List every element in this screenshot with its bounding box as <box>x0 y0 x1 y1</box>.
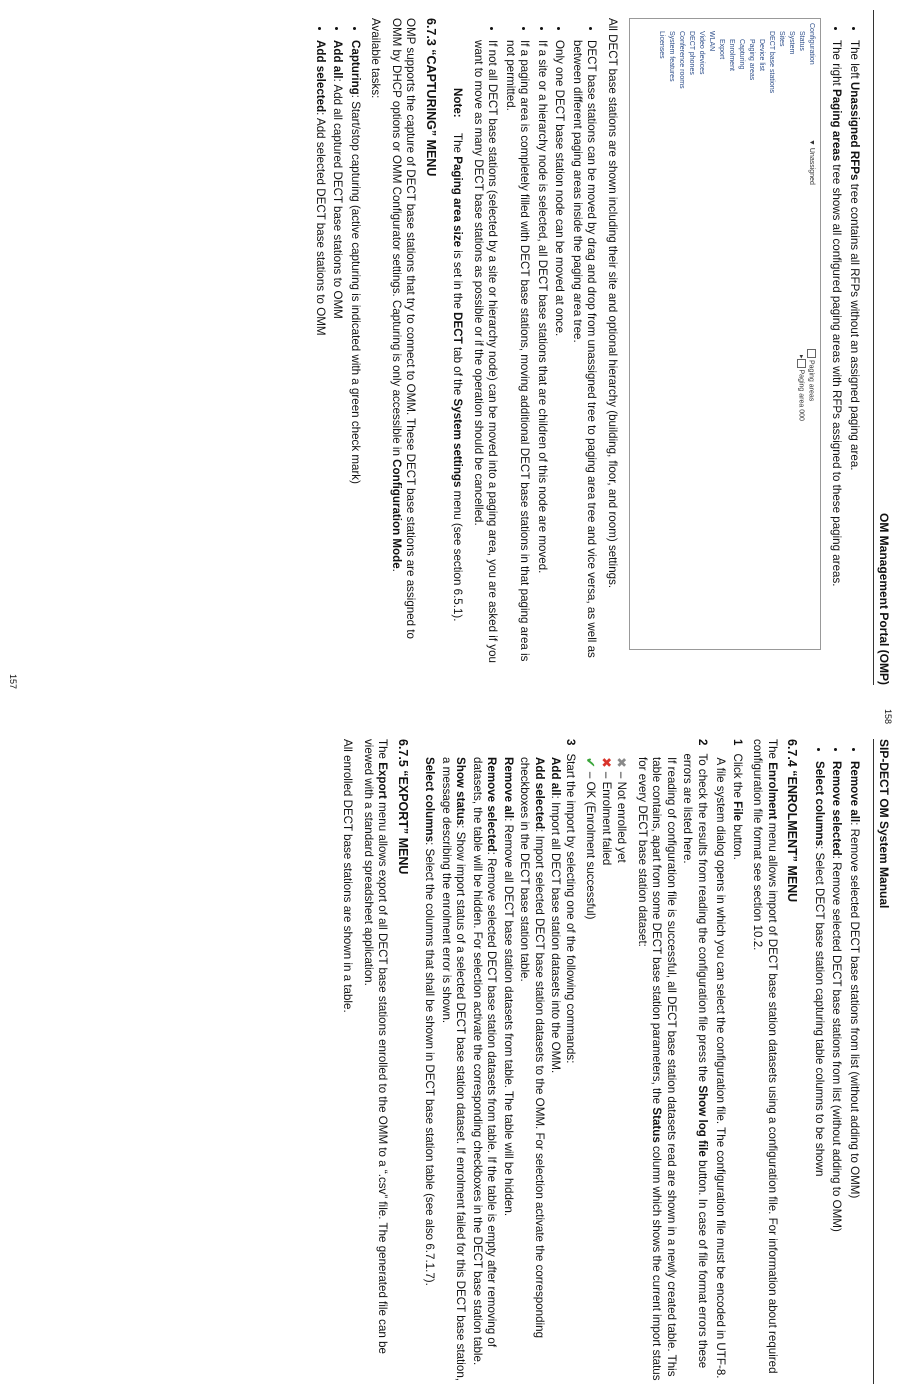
nav-item: Conference rooms <box>678 31 685 89</box>
paragraph: OMP supports the capture of DECT base stations that try to connect to OMM. These DECT base stations are assigned to OMM by DHCP options or OMM Configurator settings. Capturing is only accessible in Configuration Mode. <box>390 18 418 640</box>
page-158 <box>0 699 901 1398</box>
section-title-capturing: 6.7.3 “CAPTURING” MENU <box>424 18 438 177</box>
page-number: 158 <box>883 709 893 725</box>
checkbox-icon <box>797 359 806 368</box>
status-item: ✖ – Enrolment failed <box>599 757 614 866</box>
page-number: 157 <box>8 673 18 689</box>
list-item: • If a site or a hierarchy node is selected, all DECT base stations that are children of this node are moved. <box>535 40 550 668</box>
page-158-content <box>0 699 901 1398</box>
checkbox-icon <box>807 349 816 358</box>
nav-item: Video devices <box>698 31 705 75</box>
nav-item: Status <box>798 31 805 51</box>
note-label: Note: <box>451 88 465 118</box>
command-item: Show status: Show import status of a selected DECT base station dataset. If enrolment failed for this DECT base station, a message describing the enrolment error is shown. <box>440 757 468 1381</box>
nav-item: Capturing <box>738 39 745 70</box>
nav-item: System features <box>668 31 675 82</box>
green-check-icon: ✔ <box>583 757 599 768</box>
section-title-export: 6.7.5 “EXPORT” MENU <box>396 739 410 875</box>
list-item: • The right Paging areas tree shows all configured paging areas with RFPs assigned to these paging areas. <box>829 40 844 668</box>
nav-item: Export <box>718 39 725 60</box>
steps-list <box>680 739 744 1389</box>
status-list <box>583 757 629 1389</box>
nav-item: System <box>788 31 795 55</box>
command-item: Remove selected: Remove selected DECT base station datasets from table. If the table is empty after removing of datasets, the table will be hidden. For selection activate the corresponding checkboxes in the DECT base station table. <box>471 757 499 1366</box>
nav-item: DECT phones <box>688 31 695 75</box>
list-item: • DECT base stations can be moved by drag and drop from unassigned tree to paging area tree and vice versa, as well as between different paging areas inside the paging area tree. <box>570 40 599 668</box>
nav-item: WLAN <box>708 31 715 52</box>
list-item: • Add all: Add all captured DECT base stations to OMM <box>330 40 345 668</box>
list-item: • The left Unassigned RFPs tree contains all RFPs without an assigned paging area. <box>847 40 862 668</box>
nav-item: Paging areas <box>748 39 755 81</box>
list-item: • Remove selected: Remove selected DECT base stations from list (without adding to OMM) <box>829 761 844 1389</box>
paragraph: If reading of configuration file is successful, all DECT base station datasets read are shown in a newly created table. This table contains, apart from some DECT base station parameters, the Status column which shows the current import status for every DECT base station dataset: <box>636 757 678 1381</box>
capturing-tasks-list <box>812 739 862 1389</box>
red-x-icon: ✖ <box>599 757 614 768</box>
paging-bullet-list <box>471 18 599 668</box>
command-item: Add all: Import all DECT base station datasets into the OMM. <box>549 757 563 1074</box>
list-item: • If not all DECT base stations (selected by a site or hierarchy node) can be moved into a paging area, you are asked if you want to move as many DECT base stations as possible or if the operation should be cancelled. <box>471 40 500 668</box>
command-item: Remove all: Remove all DECT base station datasets from table. The table will be hidden. <box>502 757 515 1217</box>
page-header: SIP-DECT OM System Manual <box>873 739 891 1384</box>
unassigned-tree: ▼ Unassigned <box>808 139 815 185</box>
paging-areas-screenshot <box>629 18 821 650</box>
list-item: • Remove all: Remove selected DECT base stations from list (without adding to OMM) <box>847 761 862 1389</box>
tasks-label: Available tasks: <box>369 18 383 99</box>
nav-item: Licenses <box>658 31 665 59</box>
nav-item: Enrolment <box>728 39 735 71</box>
nav-item: Device list <box>758 39 765 71</box>
paragraph: The Export menu allows export of all DECT base stations enrolled to the OMM to a “.csv” file. The generated file can be viewed with a standard spreadsheet application. <box>362 739 390 1354</box>
paging-areas-tree: Paging areas ▸Paging area 000 <box>795 349 816 529</box>
status-item: ✖ – Not enrolled yet <box>614 757 630 863</box>
command-item: Add selected: Import selected DECT base station datasets to the OMM. For selection activate the corresponding checkboxes in the DECT base station table. <box>518 757 546 1339</box>
page-header: OM Management Portal (OMP) <box>873 10 891 685</box>
tasks-list <box>313 18 363 668</box>
commands-list <box>422 757 563 1389</box>
list-item: • Only one DECT base station node can be moved at once. <box>552 40 567 668</box>
list-item: • If a paging area is completely filled with DECT base stations, moving additional DECT base stations in that paging area is not permitted. <box>503 40 532 668</box>
step-3: 3 Start the import by selecting one of the following commands: <box>564 739 577 1064</box>
paragraph: All enrolled DECT base stations are shown in a table. <box>341 739 355 1013</box>
nav-item: Sites <box>778 31 785 47</box>
note: Note: The Paging area size is set in the DECT tab of the System settings menu (see section 6.5.1). <box>451 88 465 622</box>
command-item: Select columns: Select the columns that shall be shown in DECT base station table (see also 6.7.1.7). <box>423 757 437 1286</box>
section-title-enrolment: 6.7.4 “ENROLMENT” MENU <box>785 739 800 903</box>
paragraph: All DECT base stations are shown including their site and optional hierarchy (building, floor, and room) settings. <box>606 18 619 589</box>
list-item: • Capturing: Start/stop capturing (active capturing is indicated with a green check mark) <box>348 40 363 668</box>
status-item: ✔ – OK (Enrolment successful) <box>583 757 599 920</box>
step-item: 2 To check the results from reading the configuration file press the Show log file button. In case of file format errors these errors are listed here. <box>681 739 709 1369</box>
list-item: • Select columns: Select DECT base station capturing table columns to be shown <box>812 761 827 1389</box>
nav-item: Configuration <box>808 23 815 65</box>
step-item: 1 Click the File button. A file system dialog opens in which you can select the configuration file. The configuration file must be encoded in UTF-8. <box>714 739 744 1379</box>
figure-nav-tree <box>656 23 816 133</box>
list-item: • Add selected: Add selected DECT base stations to OMM <box>313 40 328 668</box>
paragraph: The Enrolment menu allows import of DECT base station datasets using a configuration file. For information about required configuration file format see section 10.2. <box>751 739 779 1374</box>
grey-x-icon: ✖ <box>614 757 630 768</box>
intro-bullet-list <box>829 18 861 668</box>
nav-item: DECT base stations <box>768 31 775 94</box>
